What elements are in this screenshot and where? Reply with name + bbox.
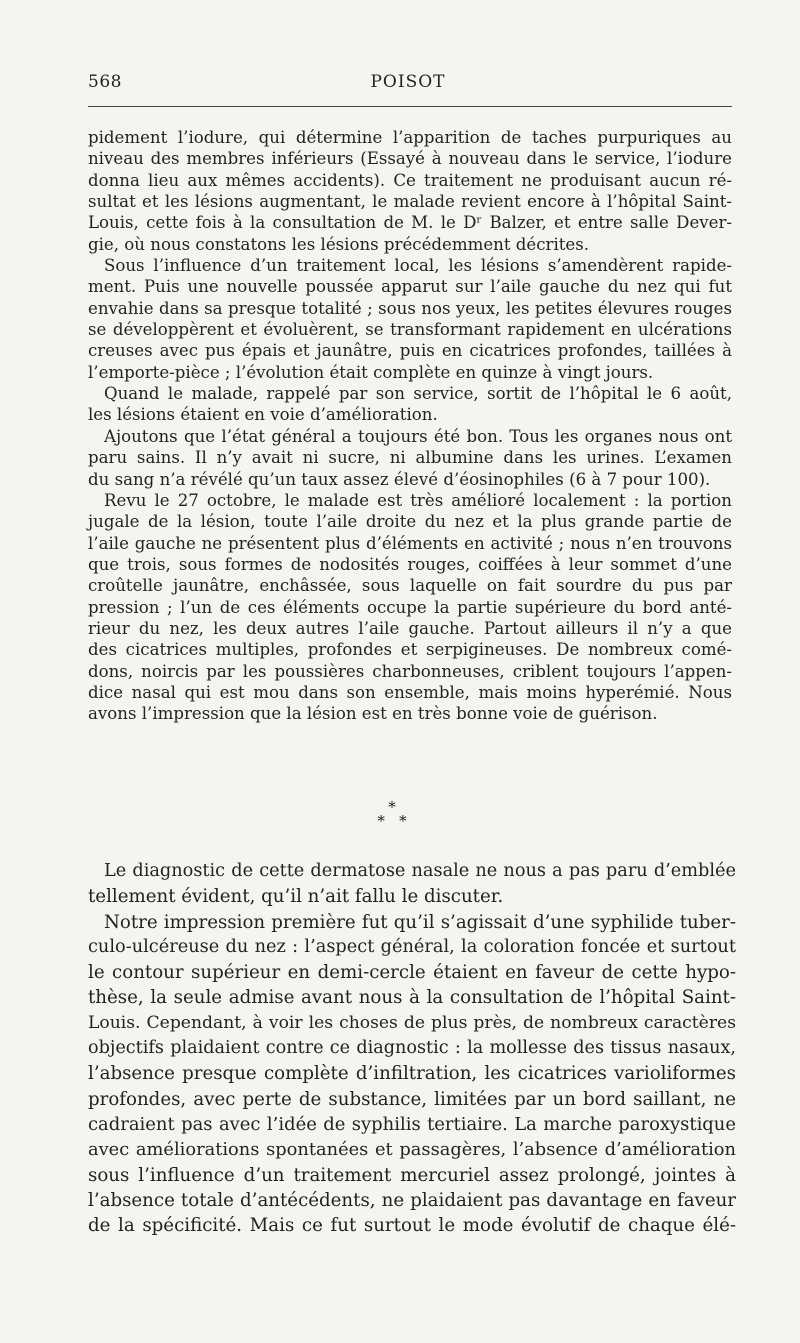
text-line: l’absence totale d’antécédents, ne plaidaient pas davantage en faveur — [88, 1189, 736, 1211]
body-text-block — [88, 859, 736, 1238]
text-line: thèse, la seule admise avant nous à la consultation de l’hôpital Saint- — [88, 987, 736, 1009]
text-line: les lésions étaient en voie d’amélioration. — [88, 405, 438, 425]
header-rule — [88, 106, 732, 107]
text-line: l’absence presque complète d’infiltration, les cicatrices varioliformes — [88, 1063, 736, 1085]
text-line: l’aile gauche ne présentent plus d’éléments en activité ; nous n’en trouvons — [88, 533, 732, 553]
text-line: Notre impression première fut qu’il s’agissait d’une syphilide tuber- — [104, 911, 736, 933]
text-line: envahie dans sa presque totalité ; sous nos yeux, les petites élevures rouges — [88, 298, 732, 318]
text-line: pidement l’iodure, qui détermine l’apparition de taches purpuriques au — [88, 128, 732, 147]
separator-stars-bottom: * * — [377, 812, 407, 830]
text-line: donna lieu aux mêmes accidents). Ce traitement ne produisant aucun ré- — [88, 170, 732, 190]
text-line: Sous l’influence d’un traitement local, les lésions s’amendèrent rapide- — [104, 256, 732, 276]
text-line: que trois, sous formes de nodosités rouges, coiffées à leur sommet d’une — [88, 554, 732, 574]
text-line: niveau des membres inférieurs (Essayé à nouveau dans le service, l’iodure — [88, 149, 732, 169]
small-print-block — [88, 127, 732, 725]
text-line: pression ; l’un de ces éléments occupe la partie supérieure du bord anté- — [88, 597, 732, 617]
page-number: 568 — [88, 72, 122, 92]
text-line: creuses avec pus épais et jaunâtre, puis en cicatrices profondes, taillées à — [88, 341, 732, 361]
text-line: culo-ulcéreuse du nez : l’aspect général, la coloration foncée et surtout — [88, 936, 736, 957]
text-line: sous l’influence d’un traitement mercuriel assez prolongé, jointes à — [88, 1164, 736, 1186]
text-line: rieur du nez, les deux autres l’aile gauche. Partout ailleurs il n’y a que — [88, 618, 732, 638]
text-line: sultat et les lésions augmentant, le malade revient encore à l’hôpital Saint- — [88, 192, 732, 212]
text-line: dons, noircis par les poussières charbonneuses, criblent toujours l’appen- — [88, 661, 732, 681]
text-line: profondes, avec perte de substance, limitées par un bord saillant, ne — [88, 1088, 736, 1110]
text-line: des cicatrices multiples, profondes et serpigineuses. De nombreux comé- — [88, 640, 732, 660]
text-line: l’emporte-pièce ; l’évolution était complète en quinze à vingt jours. — [88, 362, 654, 382]
text-line: avec améliorations spontanées et passagères, l’absence d’amélioration — [88, 1139, 736, 1161]
text-line: de la spécificité. Mais ce fut surtout le mode évolutif de chaque élé- — [88, 1215, 736, 1237]
text-line: tellement évident, qu’il n’ait fallu le discuter. — [88, 886, 504, 908]
text-line: paru sains. Il n’y avait ni sucre, ni albumine dans les urines. L’examen — [88, 448, 732, 468]
text-line: Louis. Cependant, à voir les choses de plus près, de nombreux caractères — [88, 1012, 736, 1033]
text-line: du sang n’a révélé qu’un taux assez élevé d’éosinophiles (6 à 7 pour 100). — [88, 469, 711, 489]
text-line: Revu le 27 octobre, le malade est très amélioré localement : la portion — [104, 490, 732, 510]
text-line: objectifs plaidaient contre ce diagnostic : la mollesse des tissus nasaux, — [88, 1038, 736, 1059]
text-line: croûtelle jaunâtre, enchâssée, sous laquelle on fait sourdre du pus par — [88, 576, 732, 596]
page-header — [88, 66, 728, 106]
text-line: Louis, cette fois à la consultation de M. le Dʳ Balzer, et entre salle Dever- — [88, 213, 732, 233]
text-line: Quand le malade, rappelé par son service, sortit de l’hôpital le 6 août, — [104, 384, 732, 404]
text-line: se développèrent et évoluèrent, se transformant rapidement en ulcérations — [88, 320, 732, 340]
text-line: Ajoutons que l’état général a toujours été bon. Tous les organes nous ont — [104, 426, 732, 446]
text-line: gie, où nous constatons les lésions précédemment décrites. — [88, 234, 590, 254]
text-line: ment. Puis une nouvelle poussée apparut sur l’aile gauche du nez qui fut — [88, 277, 732, 297]
text-line: cadraient pas avec l’idée de syphilis tertiaire. La marche paroxystique — [88, 1113, 736, 1135]
text-line: le contour supérieur en demi-cercle étaient en faveur de cette hypo- — [88, 962, 736, 984]
text-line: jugale de la lésion, toute l’aile droite du nez et la plus grande partie de — [88, 512, 732, 532]
text-line: avons l’impression que la lésion est en très bonne voie de guérison. — [88, 704, 658, 724]
text-line: dice nasal qui est mou dans son ensemble, mais moins hyperémié. Nous — [88, 682, 732, 702]
section-separator — [352, 800, 432, 828]
text-line: Le diagnostic de cette dermatose nasale ne nous a pas paru d’emblée — [104, 861, 736, 881]
running-head: POISOT — [370, 72, 446, 92]
separator-star-top: * — [388, 798, 396, 816]
